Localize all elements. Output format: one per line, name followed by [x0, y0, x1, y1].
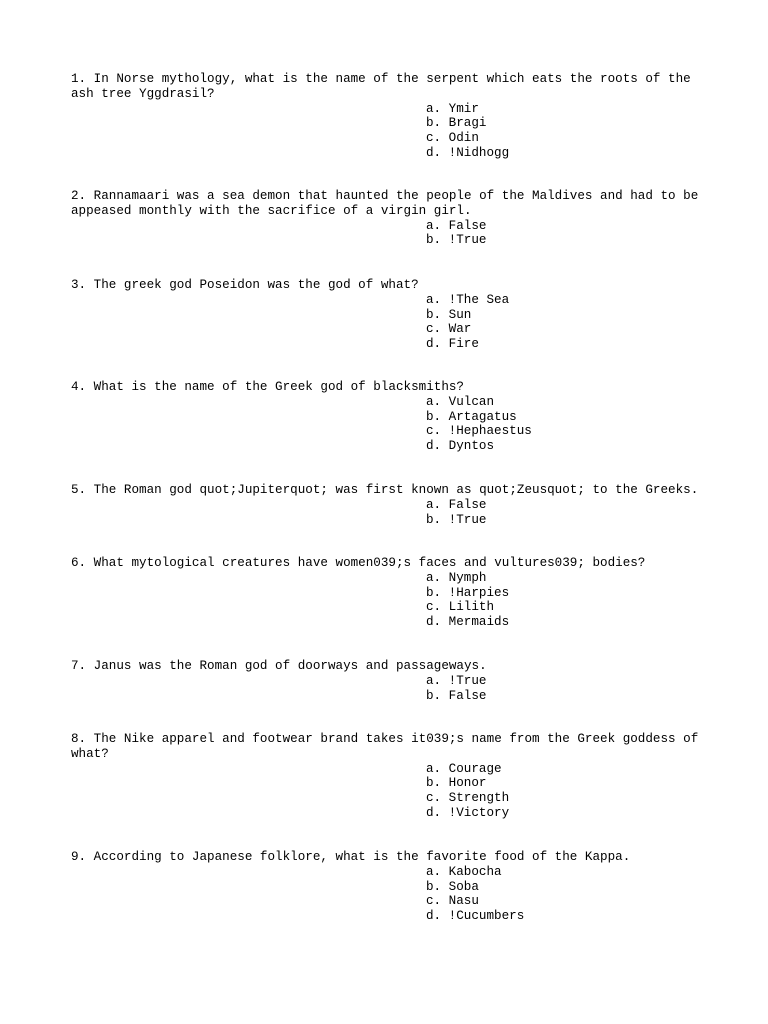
answer-option: a. Courage: [426, 761, 502, 776]
question-9: [71, 850, 711, 924]
question-1: [71, 72, 711, 161]
answer-option: b. False: [426, 688, 487, 703]
question-2: [71, 189, 711, 248]
answer-option: c. Odin: [426, 131, 479, 146]
answer-option: a. !True: [426, 673, 487, 688]
answer-option: a. Nymph: [426, 570, 487, 585]
answer-list: [71, 498, 711, 528]
answer-option: b. !True: [426, 233, 487, 248]
question-5: [71, 483, 711, 527]
answer-list: [71, 395, 711, 454]
answer-list: [71, 219, 711, 249]
question-4: [71, 380, 711, 454]
answer-option: a. False: [426, 497, 487, 512]
question-text: 7. Janus was the Roman god of doorways and passageways.: [71, 659, 487, 673]
answer-option: c. Lilith: [426, 600, 495, 615]
question-text: 1. In Norse mythology, what is the name of the serpent which eats the roots of the ash tree Yggdrasil?: [71, 72, 691, 101]
question-7: [71, 659, 711, 703]
answer-option: b. !True: [426, 512, 487, 527]
answer-option: d. !Victory: [426, 805, 510, 820]
answer-option: a. Vulcan: [426, 394, 495, 409]
answer-option: a. !The Sea: [426, 292, 510, 307]
answer-list: [71, 674, 711, 704]
answer-option: a. Kabocha: [426, 864, 502, 879]
answer-option: b. !Harpies: [426, 585, 510, 600]
answer-option: d. !Cucumbers: [426, 909, 525, 924]
answer-option: c. Nasu: [426, 894, 479, 909]
answer-option: b. Sun: [426, 307, 472, 322]
answer-option: c. !Hephaestus: [426, 424, 532, 439]
answer-option: d. Mermaids: [426, 615, 510, 630]
answer-option: d. Dyntos: [426, 439, 495, 454]
answer-option: a. Ymir: [426, 101, 479, 116]
answer-list: [71, 102, 711, 161]
question-text: 4. What is the name of the Greek god of blacksmiths?: [71, 380, 464, 394]
question-8: [71, 732, 711, 821]
answer-option: a. False: [426, 218, 487, 233]
answer-list: [71, 571, 711, 630]
question-text: 9. According to Japanese folklore, what is the favorite food of the Kappa.: [71, 850, 631, 864]
answer-option: d. Fire: [426, 337, 479, 352]
answer-option: b. Honor: [426, 776, 487, 791]
question-6: [71, 556, 711, 630]
answer-option: c. Strength: [426, 791, 510, 806]
question-text: 3. The greek god Poseidon was the god of what?: [71, 278, 419, 292]
question-text: 6. What mytological creatures have women039;s faces and vultures039; bodies?: [71, 556, 646, 570]
answer-option: c. War: [426, 322, 472, 337]
answer-option: b. Artagatus: [426, 409, 517, 424]
question-text: 2. Rannamaari was a sea demon that haunted the people of the Maldives and had to be appeased monthly with the sacrifice of a virgin girl.: [71, 189, 699, 218]
question-3: [71, 278, 711, 352]
question-text: 5. The Roman god quot;Jupiterquot; was first known as quot;Zeusquot; to the Greeks.: [71, 483, 699, 497]
question-text: 8. The Nike apparel and footwear brand takes it039;s name from the Greek goddess of what?: [71, 732, 699, 761]
answer-option: d. !Nidhogg: [426, 145, 510, 160]
answer-list: [71, 762, 711, 821]
answer-option: b. Soba: [426, 879, 479, 894]
answer-option: b. Bragi: [426, 116, 487, 131]
answer-list: [71, 865, 711, 924]
answer-list: [71, 293, 711, 352]
